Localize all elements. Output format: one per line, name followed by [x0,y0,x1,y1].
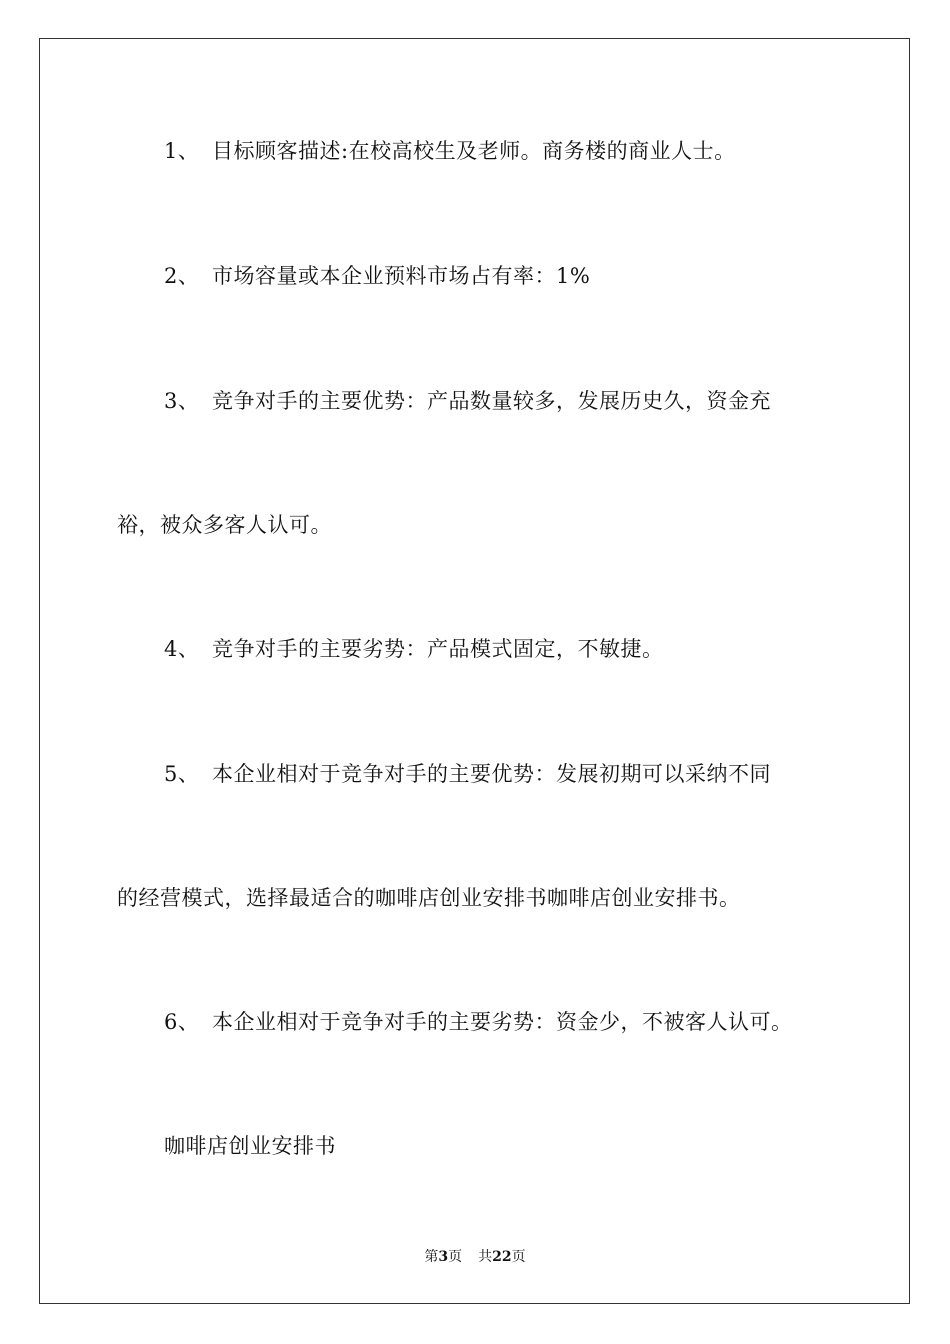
page-border [39,38,910,1304]
footer-total-pages: 22 [492,1249,512,1265]
footer-page-suffix: 页 [448,1249,463,1265]
list-item-5 [164,760,771,788]
list-item-text: 本企业相对于竞争对手的主要劣势：资金少，不被客人认可。 [212,1010,793,1034]
list-item-number: 5、 [164,762,200,786]
list-item-1 [164,137,736,165]
list-item-2 [164,262,590,290]
list-item-3 [164,387,771,415]
list-item-6 [164,1008,793,1036]
footer-prefix: 第 [424,1249,439,1265]
list-item-text: 目标顾客描述:在校高校生及老师。商务楼的商业人士。 [212,139,736,163]
list-item-text: 市场容量或本企业预料市场占有率：1% [212,264,591,288]
list-item-text: 竞争对手的主要劣势：产品模式固定，不敏捷。 [212,637,664,661]
list-item-text: 本企业相对于竞争对手的主要优势：发展初期可以采纳不同 [212,762,771,786]
list-item-text: 竞争对手的主要优势：产品数量较多，发展历史久，资金充 [212,389,771,413]
footer-total-suffix: 页 [511,1249,526,1265]
list-item-number: 4、 [164,637,200,661]
list-item-number: 3、 [164,389,200,413]
list-item-3-continuation: 裕，被众多客人认可。 [117,513,332,537]
list-item-number: 1、 [164,139,200,163]
list-item-number: 2、 [164,264,200,288]
footer-page-number: 3 [438,1249,449,1265]
list-item-4 [164,635,664,663]
section-heading: 咖啡店创业安排书 [164,1134,336,1158]
list-item-5-continuation: 的经营模式，选择最适合的咖啡店创业安排书咖啡店创业安排书。 [117,886,741,910]
list-item-number: 6、 [164,1010,200,1034]
footer-total-prefix: 共 [478,1249,493,1265]
page-footer [0,1247,950,1267]
